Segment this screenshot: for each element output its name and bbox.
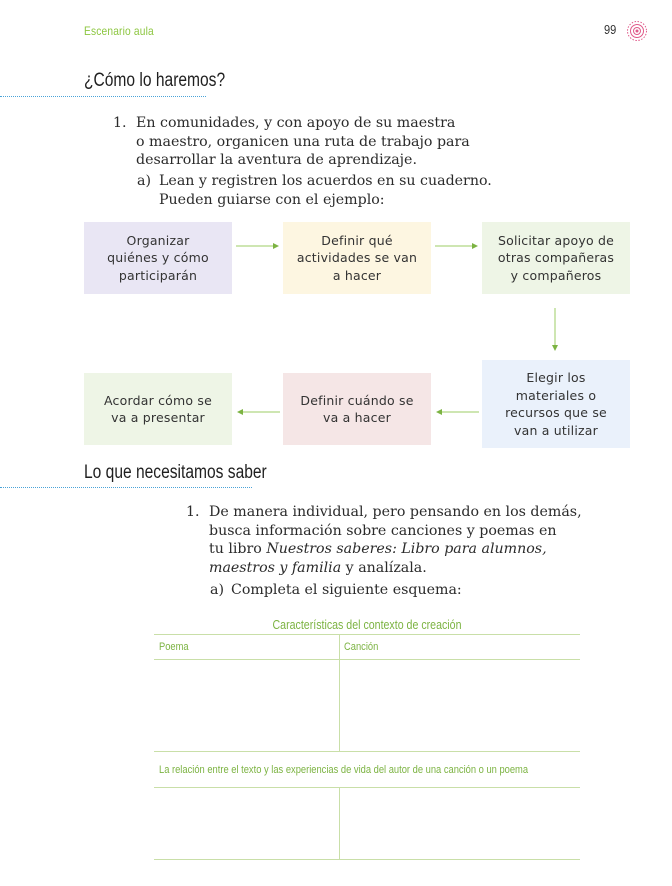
item-number: 1. — [186, 504, 200, 520]
table-rule — [154, 751, 580, 752]
sub-letter: a) — [137, 173, 151, 189]
item-text-line — [209, 559, 609, 578]
flow-box-acordar: Acordar cómo se va a presentar — [84, 373, 232, 445]
flow-box-definir-que: Definir qué actividades se van a hacer — [283, 222, 431, 294]
item-text-line: desarrollar la aventura de aprendizaje. — [136, 152, 417, 168]
text-span: tu libro — [209, 541, 267, 557]
section-title-saber: Lo que necesitamos saber — [84, 462, 267, 483]
table-row-label: La relación entre el texto y las experiencias de vida del autor de una canción o un poema — [159, 764, 529, 776]
page-number: 99 — [604, 22, 617, 37]
section-title-como: ¿Cómo lo haremos? — [84, 70, 226, 91]
item-text-line: De manera individual, pero pensando en los demás, — [209, 504, 582, 520]
table-col-poema: Poema — [159, 641, 189, 653]
item-text-line: busca información sobre canciones y poemas en — [209, 522, 557, 539]
flow-box-organizar: Organizar quiénes y cómo participarán — [84, 222, 232, 294]
flow-box-solicitar: Solicitar apoyo de otras compañeras y compañeros — [482, 222, 630, 294]
item-text — [209, 503, 609, 577]
item-text-line: o maestro, organicen una ruta de trabajo para — [136, 133, 470, 150]
section-divider — [0, 487, 252, 488]
flow-box-elegir: Elegir los materiales o recursos que se van a utilizar — [482, 360, 630, 448]
table-rule — [154, 787, 580, 788]
item-number: 1. — [113, 115, 127, 131]
arrow-head — [552, 345, 558, 351]
arrow-head — [472, 243, 478, 249]
table-col-cancion: Canción — [344, 641, 379, 653]
flow-box-definir-cuando: Definir cuándo se va a hacer — [283, 373, 431, 445]
table-title: Características del contexto de creación — [272, 618, 462, 632]
table-col-divider — [339, 634, 340, 751]
table-col-divider — [339, 787, 340, 859]
item-text-line — [209, 540, 609, 559]
arrow-head — [436, 409, 442, 415]
header-section-label: Escenario aula — [84, 24, 154, 38]
sub-text-line: Pueden guiarse con el ejemplo: — [159, 191, 385, 208]
arrow-head — [237, 409, 243, 415]
table-rule — [154, 659, 580, 660]
sub-letter: a) — [210, 582, 224, 598]
table-rule — [154, 634, 580, 635]
book-title-italic: Nuestros saberes: Libro para alumnos, — [266, 541, 547, 557]
book-title-italic: maestros y familia — [209, 559, 342, 576]
item-text-line: En comunidades, y con apoyo de su maestra — [136, 115, 456, 131]
arrow-head — [273, 243, 279, 249]
sub-text: Completa el siguiente esquema: — [231, 582, 462, 598]
sub-text-line: Lean y registren los acuerdos en su cuaderno. — [159, 173, 492, 189]
text-span: y analízala. — [341, 559, 427, 576]
table-rule — [154, 859, 580, 860]
